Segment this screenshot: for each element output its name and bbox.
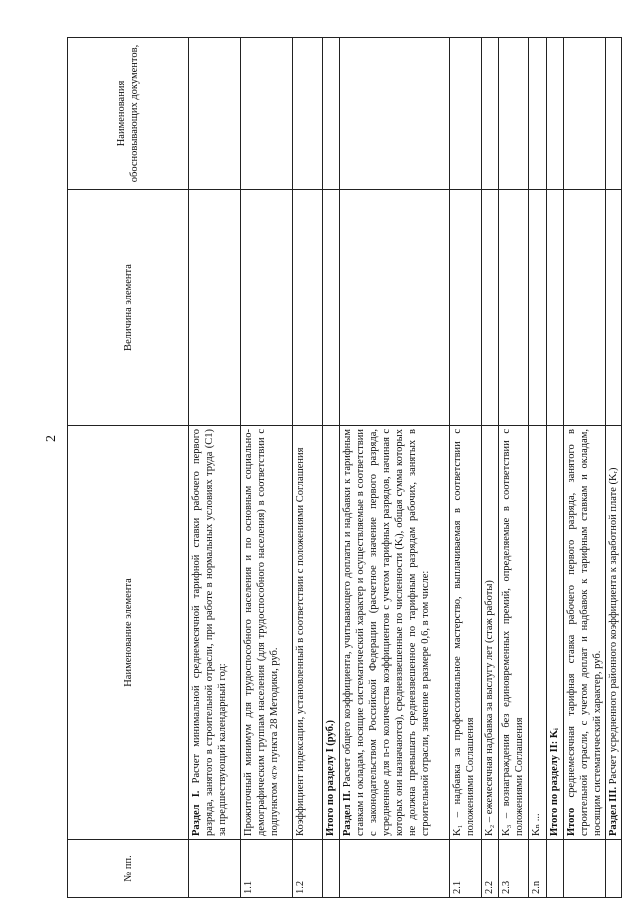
cell-value <box>323 190 340 426</box>
header-name: Наименование элемента <box>68 426 189 840</box>
cell-num <box>564 840 606 898</box>
section-title: Итого по разделу II: Kᵢ <box>549 728 560 836</box>
table-row <box>450 38 482 898</box>
table-row <box>323 38 340 898</box>
cell-num: 2.2 <box>482 840 499 898</box>
cell-text: Коэффициент индексации, установленный в соответствии с положениями Соглашения <box>295 447 306 836</box>
section-title: Раздел III. <box>608 786 619 836</box>
cell-name <box>529 426 547 840</box>
cell-name <box>606 426 622 840</box>
section-title: Раздел II. <box>342 790 353 836</box>
cell-text: Расчет минимальной среднемесячной тарифной ставки рабочего первого разряда, занятого в строительной отрасли, при работе в нормальных условиях труда (С1) за предшествующий календарный год: <box>191 429 228 836</box>
page-number: 2 <box>44 435 59 442</box>
cell-name <box>241 426 293 840</box>
cell-text: Расчет общего коэффициента, учитывающего доплаты и надбавки к тарифным ставкам и окладам, носящие систематический характер и осуществляемые в соответствии с законодательством Российской Федерации (расчетное значение первого разряда, усредненное для n-го количества коэффициентов с учетом тарифных разрядов, начиная с которых они назначаются), средневзвешенные по численности (Kᵢ), общая сумма которых не должна превышать средневзвешенное по тарифным разрядам рабочих, занятых в строительной отрасли, значение в размере 0,6, в том числе: <box>342 429 431 836</box>
cell-docs <box>323 38 340 190</box>
cell-text: K₂ – ежемесячная надбавка за выслугу лет (стаж работы) <box>484 580 495 836</box>
table-row <box>547 38 564 898</box>
cell-text: K₃ – вознаграждения без единовременных премий, определяемые в соответствии с положениями Соглашения <box>501 429 525 836</box>
cell-docs <box>564 38 606 190</box>
cell-docs <box>241 38 293 190</box>
calculation-table <box>67 37 622 898</box>
cell-value <box>606 190 622 426</box>
cell-value <box>293 190 323 426</box>
cell-text: K₁ – надбавка за профессиональное мастерство, выплачиваемая в соответствии с положениями Соглашения <box>452 429 476 836</box>
cell-value <box>241 190 293 426</box>
cell-num <box>547 840 564 898</box>
cell-num: 1.1 <box>241 840 293 898</box>
cell-name <box>323 426 340 840</box>
cell-docs <box>450 38 482 190</box>
cell-value <box>547 190 564 426</box>
table-row <box>293 38 323 898</box>
cell-text: Kₙ ... <box>531 813 542 836</box>
rotated-table-container <box>67 38 619 898</box>
cell-docs <box>529 38 547 190</box>
cell-name <box>499 426 529 840</box>
cell-value <box>499 190 529 426</box>
cell-name <box>340 426 450 840</box>
cell-value <box>189 190 241 426</box>
cell-docs <box>189 38 241 190</box>
header-num: № пп. <box>68 840 189 898</box>
cell-name <box>482 426 499 840</box>
cell-num: 1.2 <box>293 840 323 898</box>
cell-num <box>340 840 450 898</box>
cell-docs <box>499 38 529 190</box>
table-row <box>340 38 450 898</box>
cell-docs <box>606 38 622 190</box>
cell-num <box>189 840 241 898</box>
cell-text: Прожиточный минимум для трудоспособного населения и по основным социально-демографическим группам населения (для трудоспособного населения) в соответствии с подпунктом «г» пункта 28 Методики, руб. <box>243 429 280 836</box>
section-title: Раздел I. <box>191 790 202 836</box>
table-row <box>482 38 499 898</box>
cell-docs <box>482 38 499 190</box>
cell-text: Расчет усредненного районного коэффициента к заработной плате (Kᵣ) <box>608 467 619 787</box>
cell-num <box>606 840 622 898</box>
cell-num: 2.n <box>529 840 547 898</box>
section-title: Итого <box>566 807 577 836</box>
cell-name <box>547 426 564 840</box>
cell-name <box>189 426 241 840</box>
cell-docs <box>547 38 564 190</box>
cell-num <box>323 840 340 898</box>
cell-text: среднемесячная тарифная ставка рабочего первого разряда, занятого в строительной отрасли, с учетом доплат и надбавок к тарифным ставкам и окладам, носящим систематический характер, руб. <box>566 429 603 836</box>
section-title: Итого по разделу I (руб.) <box>325 720 336 836</box>
table-row <box>564 38 606 898</box>
table-header-row <box>68 38 189 898</box>
cell-docs <box>340 38 450 190</box>
cell-name <box>293 426 323 840</box>
header-docs: Наименования обосновывающих документов, <box>68 38 189 190</box>
cell-num: 2.3 <box>499 840 529 898</box>
cell-docs <box>293 38 323 190</box>
cell-value <box>450 190 482 426</box>
table-row <box>529 38 547 898</box>
table-row <box>606 38 622 898</box>
cell-num: 2.1 <box>450 840 482 898</box>
table-row <box>241 38 293 898</box>
cell-value <box>529 190 547 426</box>
header-value: Величина элемента <box>68 190 189 426</box>
cell-value <box>340 190 450 426</box>
cell-name <box>564 426 606 840</box>
cell-value <box>482 190 499 426</box>
table-row <box>499 38 529 898</box>
table-row <box>189 38 241 898</box>
cell-name <box>450 426 482 840</box>
cell-value <box>564 190 606 426</box>
